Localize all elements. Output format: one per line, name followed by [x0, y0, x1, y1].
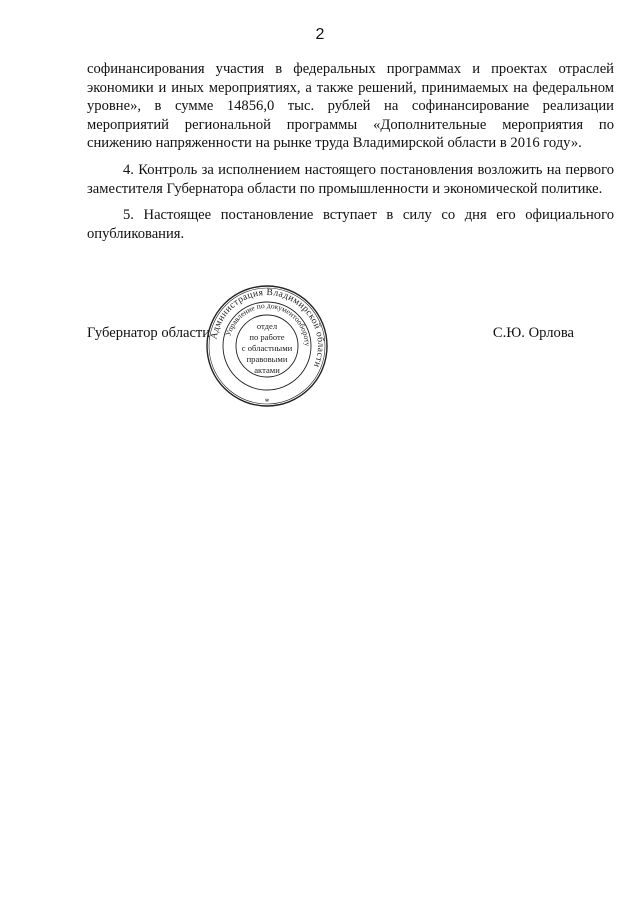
seal-center-line: актами [254, 365, 280, 375]
document-body [87, 60, 614, 243]
paragraph-item-5: 5. Настоящее постановление вступает в силу со дня его официального опубликования. [87, 207, 614, 242]
page-number: 2 [315, 26, 325, 43]
signature-name: С.Ю. Орлова [492, 325, 574, 341]
seal-center-line: с областными [241, 343, 293, 353]
seal-star-icon: * [264, 397, 270, 407]
paragraph-item-4: 4. Контроль за исполнением настоящего постановления возложить на первого заместителя Губернатора области по промышленности и экономической политике. [87, 161, 614, 197]
seal-center-line: по работе [249, 332, 285, 342]
seal-outer-ring-text: Администрация Владимирской области [209, 287, 326, 369]
seal-center-line: отдел [256, 321, 278, 331]
seal-center-line: правовыми [246, 354, 288, 364]
official-seal [205, 284, 329, 408]
paragraph-continuation: софинансирования участия в федеральных программах и проектах отраслей экономики и иных мероприятиях, а также решений, принимаемых на федеральном уровне», в сумме 14856,0 тыс. рублей на софинансирование реализации мероприятий региональной программы «Дополнительные мероприятия по снижению напряженности на рынке труда Владимирской области в 2016 году». [87, 61, 614, 152]
seal-inner-ring-text: Управление по документообороту [223, 300, 313, 347]
signature-title: Губернатор области [87, 325, 211, 341]
